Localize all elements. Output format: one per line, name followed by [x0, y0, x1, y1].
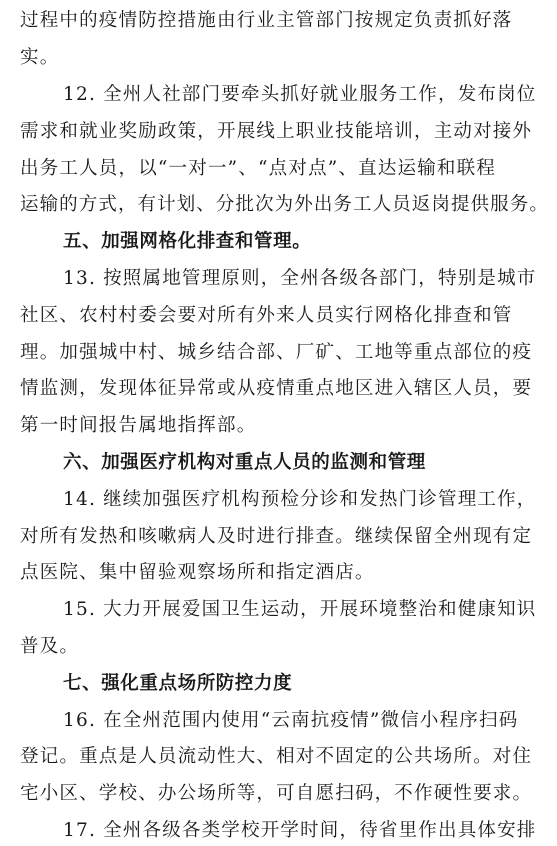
text-line: 社区、农村村委会要对所有外来人员实行网格化排查和管: [20, 305, 513, 326]
text-line: 需求和就业奖励政策，开展线上职业技能培训，主动对接外: [20, 121, 533, 142]
text-line: 实。: [20, 47, 60, 68]
text-line: 15. 大力开展爱国卫生运动，开展环境整治和健康知识: [63, 599, 537, 620]
text-line: 16. 在全州范围内使用“云南抗疫情”微信小程序扫码: [63, 710, 519, 731]
text-line: 17. 全州各级各类学校开学时间，待省里作出具体安排: [63, 820, 537, 841]
text-line: 点医院、集中留验观察场所和指定酒店。: [20, 562, 375, 583]
text-line: 对所有发热和咳嗽病人及时进行排查。继续保留全州现有定: [20, 526, 533, 547]
text-line: 第一时间报告属地指挥部。: [20, 415, 257, 436]
text-line: 12. 全州人社部门要牵头抓好就业服务工作，发布岗位: [63, 84, 537, 105]
text-line: 出务工人员，以“一对一”、“点对点”、直达运输和联程: [20, 158, 497, 179]
text-line: 普及。: [20, 636, 80, 657]
text-line: 过程中的疫情防控措施由行业主管部门按规定负责抓好落: [20, 10, 513, 31]
section-heading: 六、加强医疗机构对重点人员的监测和管理: [63, 452, 426, 473]
section-heading: 七、强化重点场所防控力度: [63, 673, 293, 694]
text-line: 宅小区、学校、办公场所等，可自愿扫码，不作硬性要求。: [20, 783, 533, 804]
text-line: 登记。重点是人员流动性大、相对不固定的公共场所。对住: [20, 746, 533, 767]
text-line: 14. 继续加强医疗机构预检分诊和发热门诊管理工作，: [63, 489, 537, 510]
text-line: 情监测，发现体征异常或从疫情重点地区进入辖区人员，要: [20, 378, 533, 399]
text-line: 13. 按照属地管理原则，全州各级各部门，特别是城市: [63, 268, 537, 289]
text-line: 运输的方式，有计划、分批次为外出务工人员返岗提供服务。: [20, 194, 549, 215]
section-heading: 五、加强网格化排查和管理。: [63, 231, 312, 252]
text-line: 理。加强城中村、城乡结合部、厂矿、工地等重点部位的疫: [20, 342, 533, 363]
